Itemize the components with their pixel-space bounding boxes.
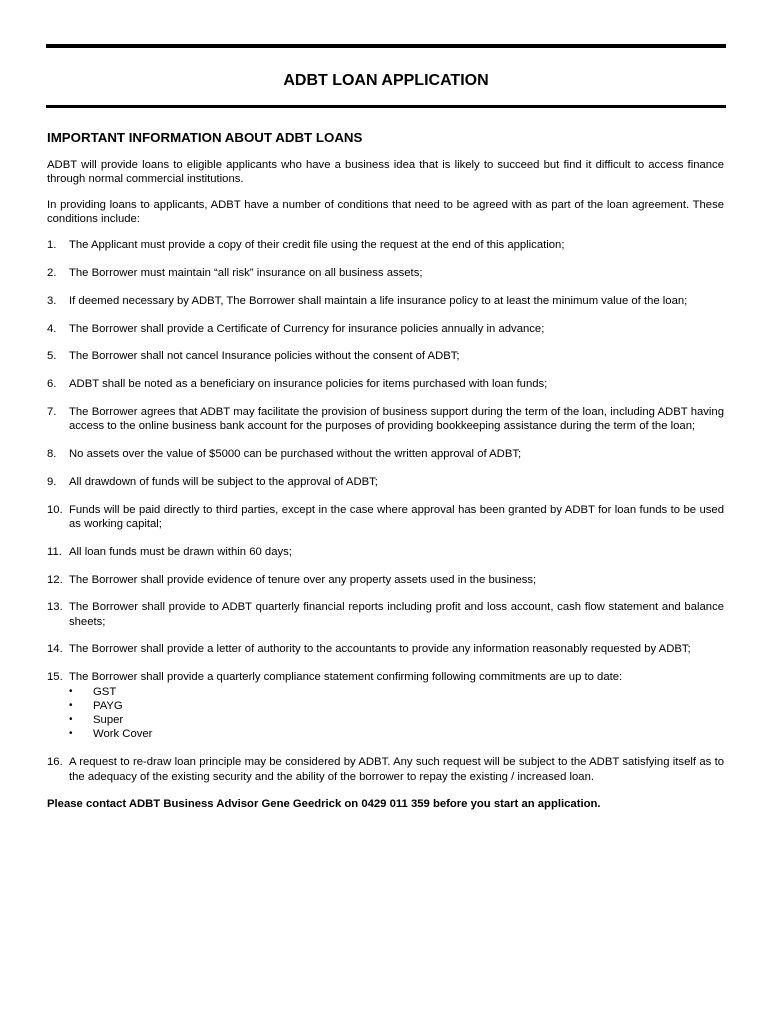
bullet-icon: • xyxy=(69,728,73,740)
condition-text: The Borrower shall provide a letter of authority to the accountants to provide any information reasonably requested by ADBT; xyxy=(69,643,691,656)
condition-text: The Borrower shall provide a Certificate of Currency for insurance policies annually in advance; xyxy=(69,322,545,335)
condition-item xyxy=(47,322,724,336)
document-body xyxy=(47,129,724,812)
condition-number: 3. xyxy=(47,294,57,307)
top-rule xyxy=(46,44,726,48)
commitment-item xyxy=(69,685,724,699)
condition-number: 2. xyxy=(47,266,57,279)
condition-item xyxy=(47,545,724,559)
bullet-icon: • xyxy=(69,714,73,726)
condition-text: The Borrower shall provide a quarterly compliance statement confirming following commitments are up to date: xyxy=(69,671,623,684)
title-underline-rule xyxy=(46,105,726,108)
condition-number: 15. xyxy=(47,671,63,684)
condition-item xyxy=(47,642,724,656)
condition-number: 5. xyxy=(47,350,57,363)
condition-text: The Borrower agrees that ADBT may facilitate the provision of business support during the term of the loan, including ADBT having access to the online business bank account for the purposes of providing bookkeeping assistance during the term of the loan; xyxy=(69,405,724,433)
condition-text: The Borrower shall provide evidence of tenure over any property assets used in the business; xyxy=(69,573,537,586)
commitment-label: GST xyxy=(93,685,117,698)
condition-number: 1. xyxy=(47,239,57,252)
commitment-label: Work Cover xyxy=(93,728,153,741)
condition-text-with-commitments xyxy=(69,670,724,741)
condition-text: If deemed necessary by ADBT, The Borrower shall maintain a life insurance policy to at least the minimum value of the loan; xyxy=(69,294,688,307)
bullet-icon: • xyxy=(69,699,73,711)
commitments-list xyxy=(69,685,724,742)
condition-text: The Borrower shall provide to ADBT quarterly financial reports including profit and loss account, cash flow statement and balance sheets; xyxy=(69,601,724,628)
condition-item xyxy=(47,405,724,434)
condition-text: Funds will be paid directly to third parties, except in the case where approval has been granted by ADBT for loan funds to be used as working capital; xyxy=(69,503,724,530)
condition-item xyxy=(47,475,724,489)
condition-number: 8. xyxy=(47,448,57,461)
condition-item xyxy=(47,755,724,784)
condition-item xyxy=(47,294,724,308)
commitment-item xyxy=(69,727,724,741)
condition-item xyxy=(47,349,724,363)
condition-text: The Borrower shall not cancel Insurance policies without the consent of ADBT; xyxy=(69,350,460,363)
bullet-icon: • xyxy=(69,685,73,697)
condition-text: A request to re-draw loan principle may be considered by ADBT. Any such request will be subject to the ADBT satisfying itself as to the adequacy of the existing security and the ability of the borrower to repay the existing / increased loan. xyxy=(69,756,724,783)
condition-text: No assets over the value of $5000 can be purchased without the written approval of ADBT; xyxy=(69,448,522,461)
commitment-label: PAYG xyxy=(93,699,123,712)
contact-note: Please contact ADBT Business Advisor Gene Geedrick on 0429 011 359 before you start an application. xyxy=(47,798,601,811)
condition-text: ADBT shall be noted as a beneficiary on insurance policies for items purchased with loan funds; xyxy=(69,378,548,391)
condition-number: 11. xyxy=(47,545,62,558)
condition-number: 10. xyxy=(47,503,63,516)
condition-number: 4. xyxy=(47,322,57,335)
condition-item xyxy=(47,377,724,391)
conditions-list xyxy=(47,238,724,784)
commitment-label: Super xyxy=(93,714,124,727)
condition-item xyxy=(47,600,724,629)
commitment-item xyxy=(69,713,724,727)
condition-number: 14. xyxy=(47,643,63,656)
section-heading: IMPORTANT INFORMATION ABOUT ADBT LOANS xyxy=(47,130,363,145)
condition-item xyxy=(47,503,724,532)
condition-number: 6. xyxy=(47,378,57,391)
conditions-intro-paragraph: In providing loans to applicants, ADBT have a number of conditions that need to be agreed with as part of the loan agreement. These conditions include: xyxy=(47,199,724,226)
condition-item xyxy=(47,238,724,252)
condition-item xyxy=(47,670,724,741)
condition-item xyxy=(47,266,724,280)
intro-paragraph: ADBT will provide loans to eligible applicants who have a business idea that is likely to succeed but find it difficult to access finance through normal commercial institutions. xyxy=(47,159,724,186)
condition-number: 9. xyxy=(47,475,57,488)
condition-number: 12. xyxy=(47,573,63,586)
condition-number: 16. xyxy=(47,756,63,769)
condition-text: The Applicant must provide a copy of their credit file using the request at the end of this application; xyxy=(69,239,565,252)
condition-text: The Borrower must maintain “all risk” insurance on all business assets; xyxy=(69,266,423,279)
condition-number: 13. xyxy=(47,601,63,614)
condition-text: All drawdown of funds will be subject to the approval of ADBT; xyxy=(69,475,378,488)
condition-item xyxy=(47,573,724,587)
condition-text: All loan funds must be drawn within 60 days; xyxy=(69,545,292,558)
condition-item xyxy=(47,447,724,461)
document-title: ADBT LOAN APPLICATION xyxy=(283,72,489,89)
condition-number: 7. xyxy=(47,405,57,418)
commitment-item xyxy=(69,699,724,713)
